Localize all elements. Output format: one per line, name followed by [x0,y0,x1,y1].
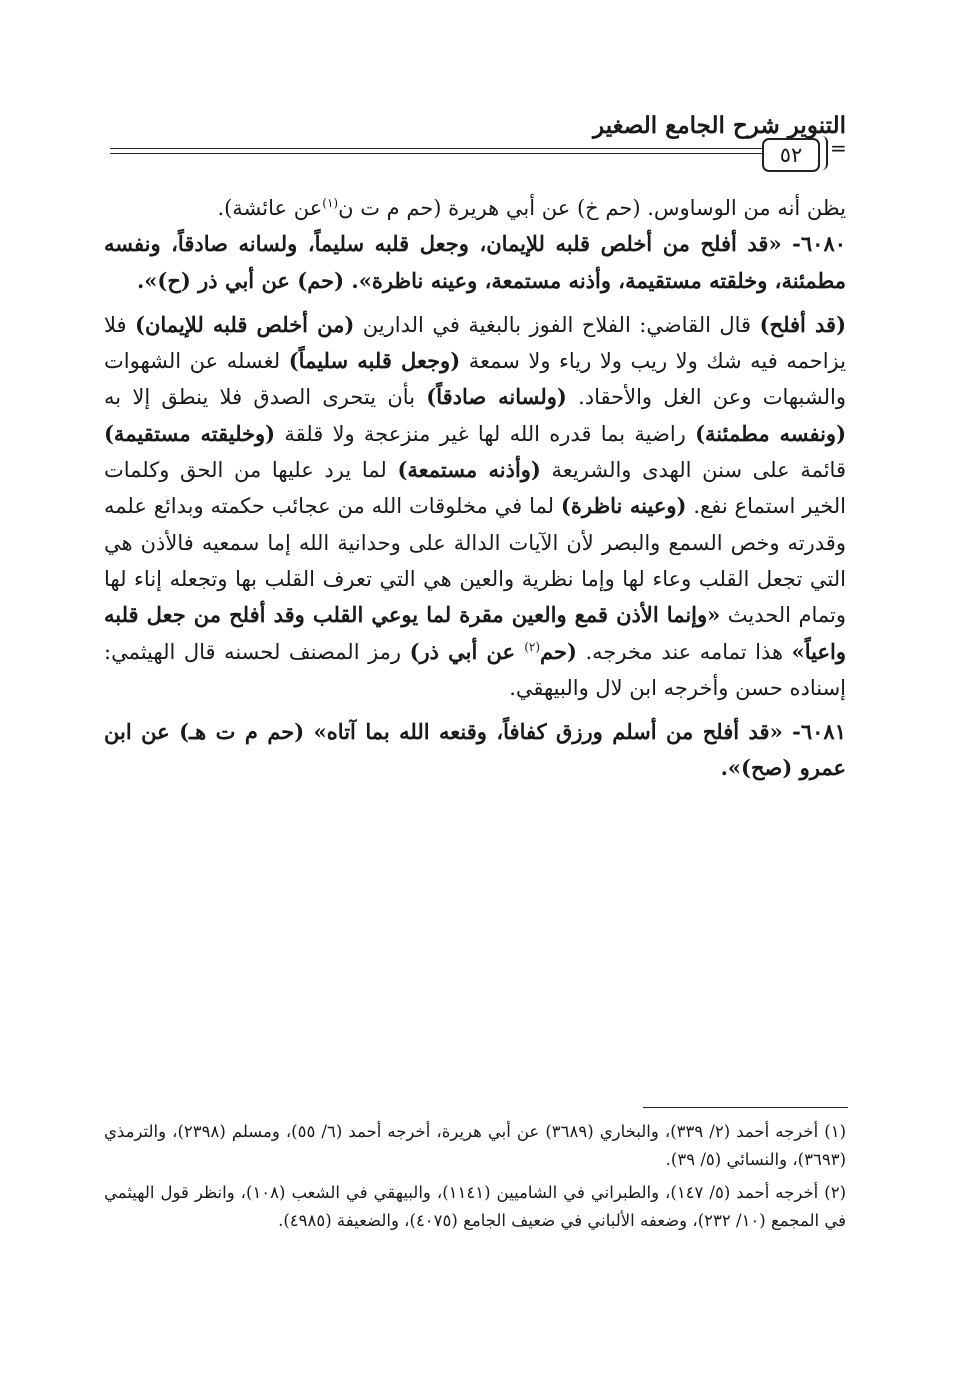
header-separator: = [830,136,847,160]
footnote-ref-1: (١) [322,196,339,210]
hadith-6080 [104,226,846,299]
footnote-2: (٢) أخرجه أحمد (٥/ ١٤٧)، والطبراني في الشاميين (١١٤١)، والبيهقي في الشعب (١٠٨)، وانظر قول الهيثمي في المجمع (١٠/ ٢٣٢)، وضعفه الألباني في ضعيف الجامع (٤٠٧٥)، والضعيفة (٤٩٨٥). [104,1183,846,1230]
header-rule [110,148,762,149]
hadith-6081 [104,714,846,787]
footnote-ref-2: (٢) [524,639,541,654]
commentary-paragraph: (قد أفلح) قال القاضي: الفلاح الفوز بالبغية في الدارين (من أخلص قلبه للإيمان) فلا يزاحمه فيه شك ولا ريب ولا رياء ولا سمعة (وجعل قلبه سليماً) لغسله عن الشهوات والشبهات وعن الغل والأحقاد. (ولسانه صادقاً) بأن يتحرى الصدق فلا ينطق إلا به (ونفسه مطمئنة) راضية بما قدره الله لها غير منزعجة ولا قلقة (وخليقته مستقيمة) قائمة على سنن الهدى والشريعة (وأذنه مستمعة) لما يرد عليها من الحق وكلمات الخير استماع نفع. (وعينه ناظرة) لما في مخلوقات الله من عجائب حكمته وبدائع علمه وقدرته وخص السمع والبصر لأن الآيات الدالة على وحدانية الله إما سمعيه فالأذن هي التي تجعل القلب وعاء لها وإما نظرية والعين هي التي تعرف القلب بها وتجعله إناء لها وتمام الحديث «وإنما الأذن قمع والعين مقرة لما يوعي القلب وقد أفلح من جعل قلبه واعياً» هذا تمامه عند مخرجه. (حم$^{(٢)}$ عن أبي ذر) رمز المصنف لحسنه قال الهيثمي: إسناده حسن وأخرجه ابن لال والبيهقي. [104,311,847,700]
footnote-separator [643,1107,848,1108]
running-title: التنوير شرح الجامع الصغير [593,112,846,139]
hadith-text: «قد أفلح من أخلص قلبه للإيمان، وجعل قلبه سليماً، ولسانه صادقاً، ونفسه مطمئنة، وخلقته مستقيمة، وأذنه مستمعة، وعينه ناظرة». (حم) عن أبي ذر (ح)». [104,231,846,293]
footnotes [104,1118,846,1240]
paragraph-intro: يظن أنه من الوساوس. (حم خ) عن أبي هريرة (حم م ت ن$^{(١)}$عن عائشة). [217,196,846,220]
footnote-1: (١) أخرجه أحمد (٢/ ٣٣٩)، والبخاري (٣٦٨٩) عن أبي هريرة، أخرجه أحمد (٦/ ٥٥)، ومسلم (٢٣٩٨)، والترمذي (٣٦٩٣)، والنسائي (٥/ ٣٩). [104,1122,846,1169]
header-rule [110,153,762,154]
hadith-number: ٦٠٨١- [782,719,846,745]
main-text [104,190,846,787]
hadith-number: ٦٠٨٠- [781,231,847,257]
hadith-text: «قد أفلح من أسلم ورزق كفافاً، وقنعه الله بما آتاه» (حم م ت هـ) عن ابن عمرو (صح)». [104,719,846,781]
page-number: ٥٢ [762,138,820,172]
